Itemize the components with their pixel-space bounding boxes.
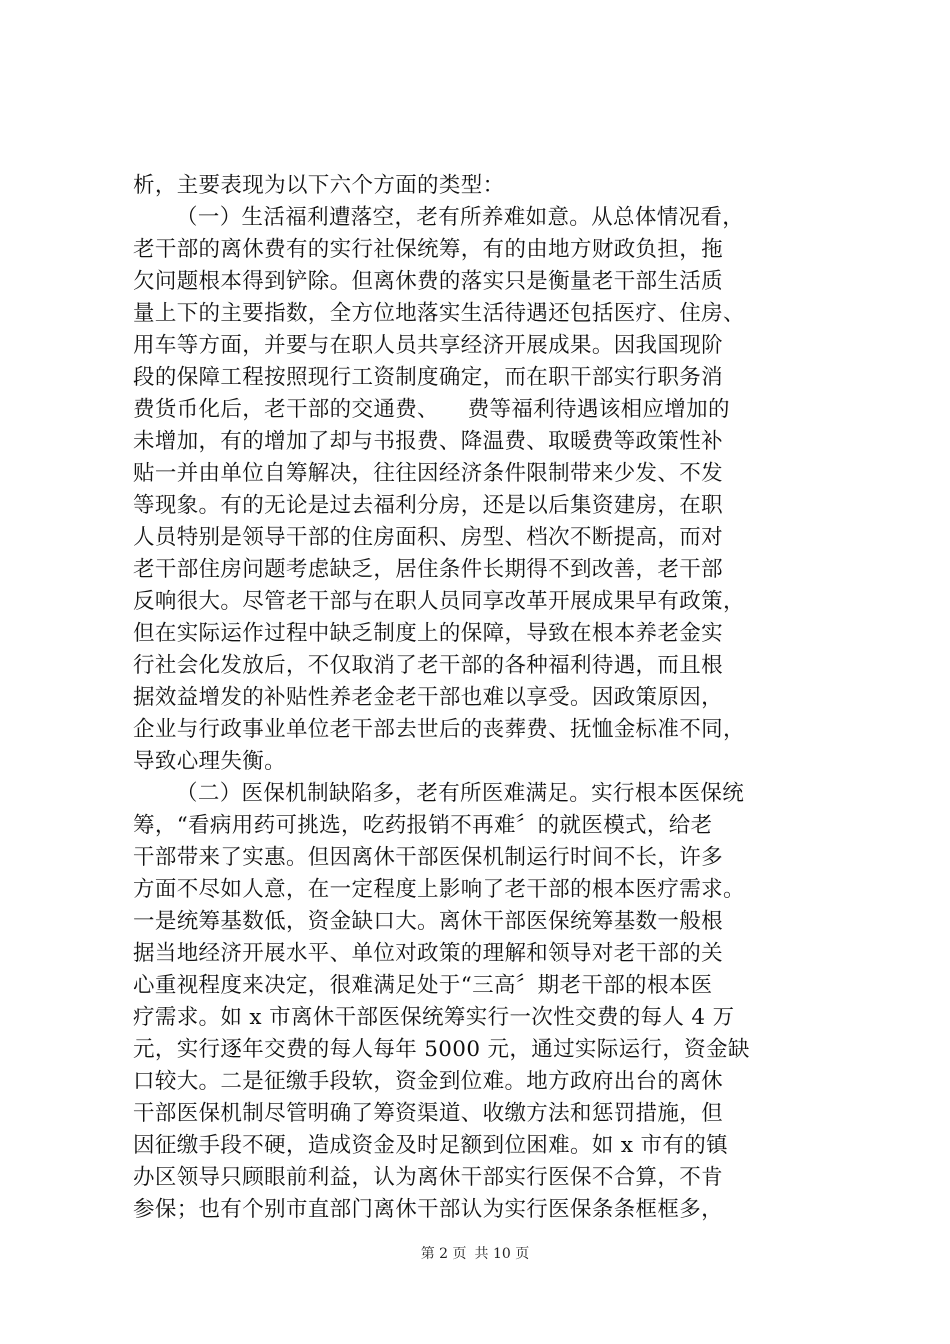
text-line: 贴一并由单位自筹解决，往往因经济条件限制带来少发、不发 [133, 461, 723, 486]
text-line: 老干部的离休费有的实行社保统筹，有的由地方财政负担，拖 [133, 237, 723, 262]
text-line: 筹，“看病用药可挑选，吃药报销不再难〞的就医模式，给老 [133, 813, 713, 838]
text-line: 老干部住房问题考虑缺乏，居住条件长期得不到改善，老干部 [133, 557, 723, 582]
text-line: 段的保障工程按照现行工资制度确定，而在职干部实行职务消 [133, 365, 723, 390]
text-line: 疗需求。如 x 市离休干部医保统筹实行一次性交费的每人 4 万 [133, 1005, 735, 1030]
text-line: 口较大。二是征缴手段软，资金到位难。地方政府出台的离休 [133, 1069, 723, 1094]
text-line: 未增加，有的增加了却与书报费、降温费、取暖费等政策性补 [133, 429, 723, 454]
text-line: 量上下的主要指数，全方位地落实生活待遇还包括医疗、住房、 [133, 301, 745, 326]
text-line: 行社会化发放后，不仅取消了老干部的各种福利待遇，而且根 [133, 653, 723, 678]
text-line: 一是统筹基数低，资金缺口大。离休干部医保统筹基数一般根 [133, 909, 723, 934]
page-number: 第 2 页 [420, 1246, 467, 1262]
text-line: 办区领导只顾眼前利益，认为离休干部实行医保不合算，不肯 [133, 1165, 723, 1190]
page-footer [0, 1244, 950, 1264]
text-line: 干部医保机制尽管明确了筹资渠道、收缴方法和惩罚措施，但 [133, 1101, 723, 1126]
text-line: 欠问题根本得到铲除。但离休费的落实只是衡量老干部生活质 [133, 269, 723, 294]
text-line: 导致心理失衡。 [133, 749, 286, 774]
text-line: 反响很大。尽管老干部与在职人员同享改革开展成果早有政策， [133, 589, 745, 614]
text-line: 干部带来了实惠。但因离休干部医保机制运行时间不长，许多 [133, 845, 723, 870]
text-line: 析，主要表现为以下六个方面的类型： [133, 173, 505, 198]
page-total: 共 10 页 [474, 1246, 530, 1262]
text-line: 据效益增发的补贴性养老金老干部也难以享受。因政策原因， [133, 685, 723, 710]
text-line: 参保；也有个别市直部门离休干部认为实行医保条条框框多， [133, 1197, 723, 1222]
text-line: 等现象。有的无论是过去福利分房，还是以后集资建房，在职 [133, 493, 723, 518]
text-line: 据当地经济开展水平、单位对政策的理解和领导对老干部的关 [133, 941, 723, 966]
text-line: 用车等方面，并要与在职人员共享经济开展成果。因我国现阶 [133, 333, 723, 358]
text-line: 方面不尽如人意，在一定程度上影响了老干部的根本医疗需求。 [133, 877, 745, 902]
text-line: 但在实际运作过程中缺乏制度上的保障，导致在根本养老金实 [133, 621, 723, 646]
text-line: 心重视程度来决定，很难满足处于“三高〞期老干部的根本医 [133, 973, 713, 998]
text-line: 费货币化后，老干部的交通费、 费等福利待遇该相应增加的 [133, 397, 730, 422]
text-line-paragraph-start: （一）生活福利遭落空，老有所养难如意。从总体情况看， [176, 205, 745, 230]
text-line: 企业与行政事业单位老干部去世后的丧葬费、抚恤金标准不同， [133, 717, 745, 742]
text-line-paragraph-start: （二）医保机制缺陷多，老有所医难满足。实行根本医保统 [176, 781, 745, 806]
body-text [133, 170, 823, 1226]
text-line: 元，实行逐年交费的每人每年 5000 元，通过实际运行，资金缺 [133, 1037, 750, 1062]
text-line: 因征缴手段不硬，造成资金及时足额到位困难。如 x 市有的镇 [133, 1133, 728, 1158]
text-line: 人员特别是领导干部的住房面积、房型、档次不断提高，而对 [133, 525, 723, 550]
